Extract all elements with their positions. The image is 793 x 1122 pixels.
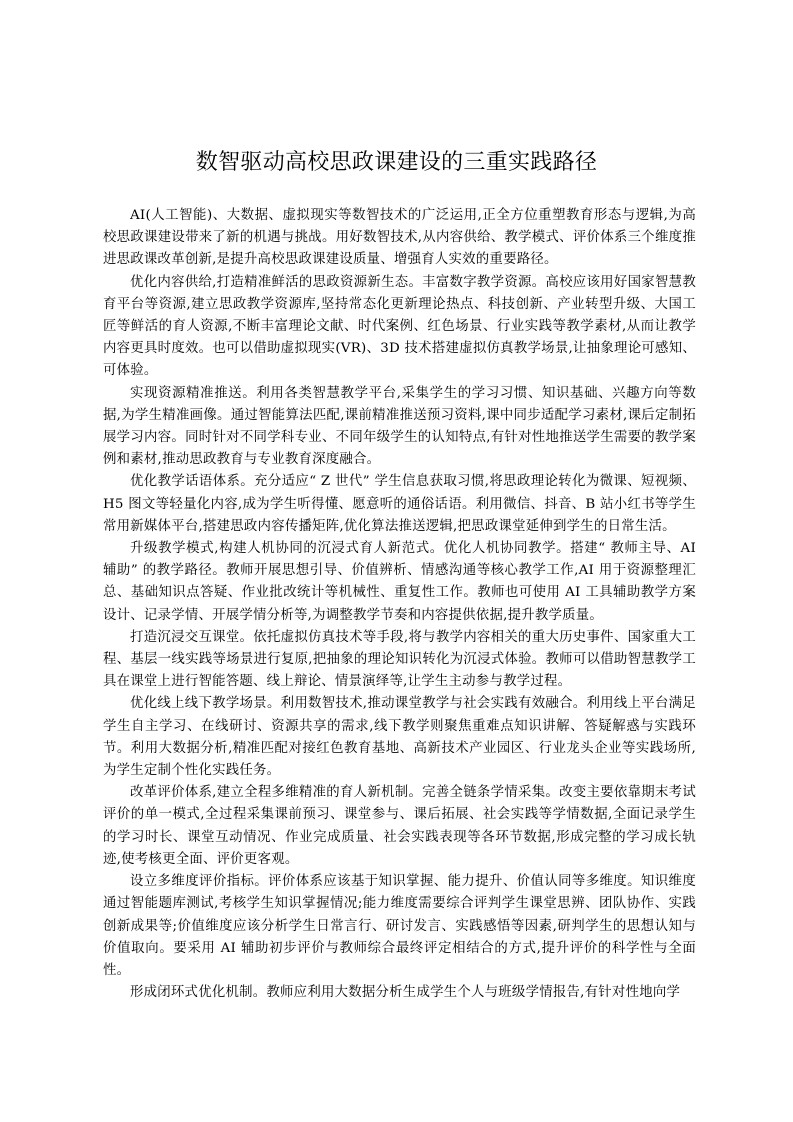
paragraph-evaluation-reform: 改革评价体系,建立全程多维精准的育人新机制。完善全链条学情采集。改变主要依靠期末考试评价的单一模式,全过程采集课前预习、课堂参与、课后拓展、社会实践等学情数据,全面记录学生的学习时长、课堂互动情况、作业完成质量、社会实践表现等各环节数据,形成完整的学习成长轨迹,使考核更全面、评价更客观。 <box>103 785 696 867</box>
document-title: 数智驱动高校思政课建设的三重实践路径 <box>195 149 598 175</box>
paragraph-discourse-system: 优化教学话语体系。充分适应“ Z 世代” 学生信息获取习惯,将思政理论转化为微课、短视频、H5 图文等轻量化内容,成为学生听得懂、愿意听的通俗话语。利用微信、抖音、B 站小红书等学生常用新媒体平台,搭建思政内容传播矩阵,优化算法推送逻辑,把思政课堂延伸到学生的日常生活。 <box>103 474 696 534</box>
paragraph-teaching-mode: 升级教学模式,构建人机协同的沉浸式育人新范式。优化人机协同教学。搭建“ 教师主导、AI 辅助” 的教学路径。教师开展思想引导、价值辨析、情感沟通等核心教学工作,AI 用于资源整理汇总、基础知识点答疑、作业批改统计等机械性、重复性工作。教师也可使用 AI 工具辅助教学方案设计、记录学情、开展学情分析等,为调整教学节奏和内容提供依据,提升教学质量。 <box>103 541 696 623</box>
document-body <box>103 205 696 1004</box>
paragraph-closed-loop: 形成闭环式优化机制。教师应利用大数据分析生成学生个人与班级学情报告,有针对性地向学 <box>130 985 681 1001</box>
paragraph-online-offline: 优化线上线下教学场景。利用数智技术,推动课堂教学与社会实践有效融合。利用线上平台满足学生自主学习、在线研讨、资源共享的需求,线下教学则聚焦重难点知识讲解、答疑解惑与实践环节。利用大数据分析,精准匹配对接红色教育基地、高新技术产业园区、行业龙头企业等实践场所,为学生定制个性化实践任务。 <box>103 696 696 779</box>
paragraph-precise-push: 实现资源精准推送。利用各类智慧教学平台,采集学生的学习习惯、知识基础、兴趣方向等数据,为学生精准画像。通过智能算法匹配,课前精准推送预习资料,课中同步适配学习素材,课后定制拓展学习内容。同时针对不同学科专业、不同年级学生的认知特点,有针对性地推送学生需要的教学案例和素材,推动思政教育与专业教育深度融合。 <box>103 385 696 468</box>
paragraph-content-supply: 优化内容供给,打造精准鲜活的思政资源新生态。丰富数字教学资源。高校应该用好国家智慧教育平台等资源,建立思政教学资源库,坚持常态化更新理论热点、科技创新、产业转型升级、大国工匠等鲜活的育人资源,不断丰富理论文献、时代案例、红色场景、行业实践等教学素材,从而让教学内容更具时度效。也可以借助虚拟现实(VR)、3D 技术搭建虚拟仿真教学场景,让抽象理论可感知、可体验。 <box>103 274 696 379</box>
paragraph-immersive-classroom: 打造沉浸交互课堂。依托虚拟仿真技术等手段,将与教学内容相关的重大历史事件、国家重大工程、基层一线实践等场景进行复原,把抽象的理论知识转化为沉浸式体验。教师可以借助智慧教学工具在课堂上进行智能答题、线上辩论、情景演绎等,让学生主动参与教学过程。 <box>103 629 696 690</box>
paragraph-intro: AI(人工智能)、大数据、虚拟现实等数智技术的广泛运用,正全方位重塑教育形态与逻辑,为高校思政课建设带来了新的机遇与挑战。用好数智技术,从内容供给、教学模式、评价体系三个维度推进思政课改革创新,是提升高校思政课建设质量、增强育人实效的重要路径。 <box>103 208 696 268</box>
paragraph-multi-dimension: 设立多维度评价指标。评价体系应该基于知识掌握、能力提升、价值认同等多维度。知识维度通过智能题库测试,考核学生知识掌握情况;能力维度需要综合评判学生课堂思辨、团队协作、实践创新成果等;价值维度应该分析学生日常言行、研讨发言、实践感悟等因素,研判学生的思想认知与价值取向。要采用 AI 辅助初步评价与教师综合最终评定相结合的方式,提升评价的科学性与全面性。 <box>103 874 696 978</box>
